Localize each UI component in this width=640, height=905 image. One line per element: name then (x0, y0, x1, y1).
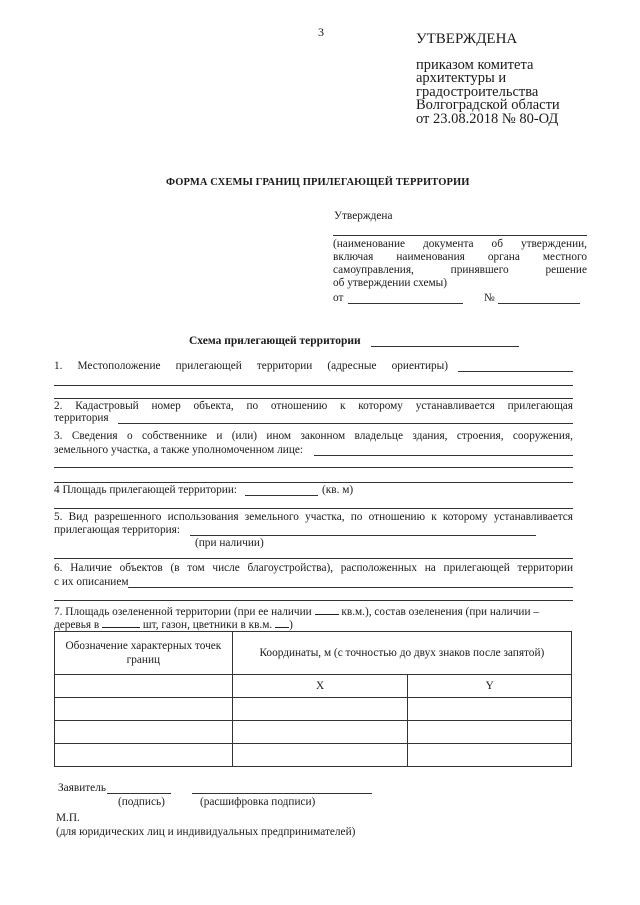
col-x-header: X (232, 675, 408, 698)
approved-note-line: об утверждении схемы) (333, 277, 448, 289)
item-4-line[interactable] (54, 482, 573, 483)
signature-decoding-field[interactable] (192, 793, 372, 794)
flowerbeds-field[interactable] (275, 616, 289, 628)
owner-field[interactable] (314, 455, 573, 456)
area-field[interactable] (245, 495, 318, 496)
item-7-text-b: кв.м.), состав озеленения (при наличии – (341, 606, 539, 618)
approval-block (416, 33, 560, 126)
item-3-text-cont: земельного участка, а также уполномоченном лице: (54, 444, 304, 456)
approval-doc-line[interactable] (333, 235, 587, 236)
table-cell[interactable] (408, 698, 572, 721)
approval-line: Волгоградской области (416, 97, 560, 113)
signature-field[interactable] (107, 793, 171, 794)
approval-line: от 23.08.2018 № 80-ОД (416, 110, 559, 127)
col-coords-header: Координаты, м (с точностью до двух знаков после запятой) (232, 632, 571, 675)
table-cell[interactable] (55, 675, 233, 698)
col-y-header: Y (408, 675, 572, 698)
page-number: 3 (318, 25, 324, 39)
approved-note-line: (наименование документа об утверждении, (333, 238, 587, 250)
item-1-line[interactable] (54, 385, 573, 386)
item-4-text: 4 Площадь прилегающей территории: (54, 484, 238, 496)
item-1-text: 1. Местоположение прилегающей территории (адресные ориентиры) (54, 360, 448, 372)
item-7-text-a: 7. Площадь озелененной территории (при ее наличии (54, 606, 312, 618)
approved-note-line: самоуправления, принявшего решение (333, 264, 587, 276)
item-7-text-cont (54, 616, 293, 632)
item-5-note: (при наличии) (195, 537, 264, 549)
area-unit: (кв. м) (322, 484, 354, 496)
item-6-text: 6. Наличие объектов (в том числе благоустройства), расположенных на прилегающей территории (54, 562, 573, 574)
table-header-row (55, 632, 572, 675)
approval-number-line[interactable] (498, 303, 580, 304)
item-7-close-paren: ) (289, 619, 293, 631)
trees-count-field[interactable] (102, 616, 140, 628)
table-cell[interactable] (232, 721, 408, 744)
item-5-text: 5. Вид разрешенного использования земельного участка, по отношению к которому устанавливается (54, 511, 573, 523)
table-row (55, 744, 572, 767)
from-label: от (333, 292, 344, 304)
decoding-caption: (расшифровка подписи) (200, 796, 316, 808)
seal-note: (для юридических лиц и индивидуальных предпринимателей) (56, 826, 356, 838)
item-5-line[interactable] (54, 508, 573, 509)
scheme-title: Схема прилегающей территории (189, 335, 361, 347)
table-row (55, 698, 572, 721)
item-2-text-cont: территория (54, 412, 109, 424)
item-5-text-cont: прилегающая территория: (54, 524, 180, 536)
approval-date-line[interactable] (348, 303, 463, 304)
item-6-line[interactable] (54, 558, 573, 559)
item-7-lawn-label: шт, газон, цветники в кв.м. (142, 619, 273, 631)
item-2-text: 2. Кадастровый номер объекта, по отношению к которому устанавливается прилегающая (54, 400, 573, 412)
item-6-text-cont: с их описанием (54, 576, 129, 588)
approval-title: УТВЕРЖДЕНА (416, 31, 518, 47)
coordinates-table (54, 631, 572, 767)
form-title: ФОРМА СХЕМЫ ГРАНИЦ ПРИЛЕГАЮЩЕЙ ТЕРРИТОРИИ (166, 177, 470, 188)
owner-line[interactable] (54, 467, 573, 468)
col-points-header: Обозначение характерных точек границ (55, 632, 233, 675)
approval-line: градостроительства (416, 83, 539, 100)
table-cell[interactable] (232, 744, 408, 767)
table-cell[interactable] (408, 721, 572, 744)
signature-caption: (подпись) (118, 796, 165, 808)
item-3-text: 3. Сведения о собственнике и (или) ином законном владельце здания, строения, сооружения, (54, 430, 573, 442)
table-cell[interactable] (232, 698, 408, 721)
approved-label: Утверждена (334, 210, 393, 222)
item-1-field[interactable] (458, 371, 573, 372)
applicant-label: Заявитель (58, 782, 106, 794)
objects-field[interactable] (128, 587, 573, 588)
approval-line: архитектуры и (416, 70, 507, 86)
approved-note-line: включая наименования органа местного (333, 251, 587, 263)
item-2-line[interactable] (54, 398, 573, 399)
green-area-field[interactable] (315, 603, 339, 615)
item-7-line[interactable] (54, 600, 573, 601)
table-cell[interactable] (408, 744, 572, 767)
cadastral-number-field[interactable] (118, 423, 573, 424)
table-cell[interactable] (55, 744, 233, 767)
item-7-trees-label: деревья в (54, 619, 100, 631)
scheme-title-line[interactable] (371, 346, 519, 347)
permitted-use-field[interactable] (190, 535, 536, 536)
table-cell[interactable] (55, 698, 233, 721)
table-row (55, 721, 572, 744)
table-cell[interactable] (55, 721, 233, 744)
number-label: № (484, 292, 495, 304)
table-subheader-row (55, 675, 572, 698)
seal-label: М.П. (56, 812, 80, 824)
approval-line: приказом комитета (416, 56, 534, 73)
